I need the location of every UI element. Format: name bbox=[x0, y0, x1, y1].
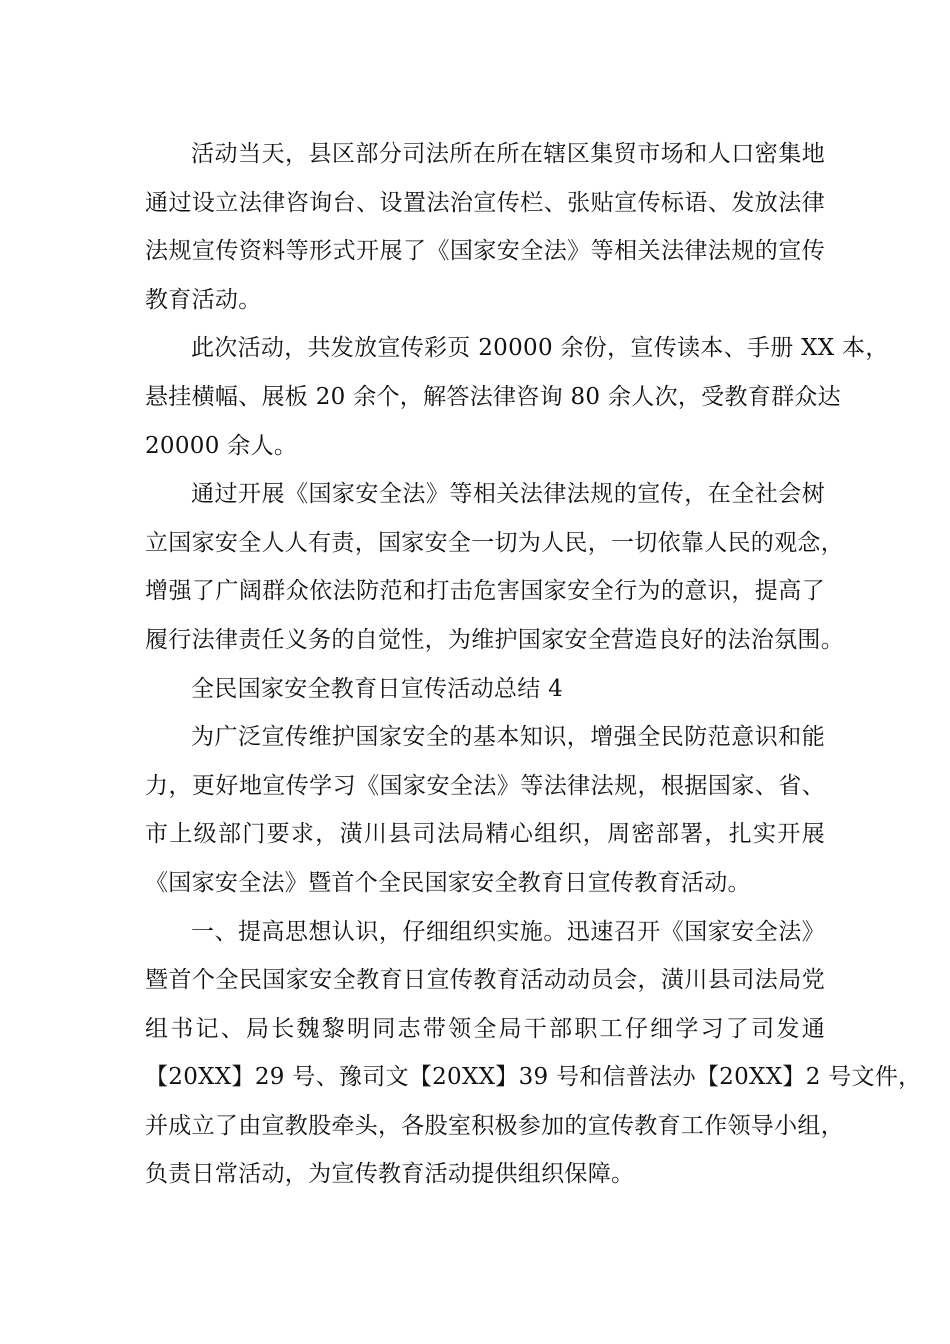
paragraph-point-one bbox=[145, 908, 922, 1200]
text-line: 增强了广阔群众依法防范和打击危害国家安全行为的意识，提高了 bbox=[145, 578, 825, 605]
text-line: 立国家安全人人有责，国家安全一切为人民，一切依靠人民的观念， bbox=[145, 529, 844, 556]
document-body bbox=[145, 130, 922, 1199]
section-heading-text: 全民国家安全教育日宣传活动总结 4 bbox=[191, 675, 564, 702]
text-line: 为广泛宣传维护国家安全的基本知识，增强全民防范意识和能 bbox=[191, 724, 825, 751]
text-line: 【20XX】29 号、豫司文【20XX】39 号和信普法办【20XX】2 号文件， bbox=[145, 1064, 922, 1091]
text-line: 暨首个全民国家安全教育日宣传教育活动动员会，潢川县司法局党 bbox=[145, 967, 825, 994]
text-line: 此次活动，共发放宣传彩页 20000 余份，宣传读本、手册 XX 本， bbox=[191, 335, 889, 362]
text-line: 市上级部门要求，潢川县司法局精心组织，周密部署，扎实开展 bbox=[145, 821, 825, 848]
text-line: 组书记、局长魏黎明同志带领全局干部职工仔细学习了司发通 bbox=[145, 1015, 825, 1042]
paragraph-activity-stats bbox=[145, 324, 889, 470]
text-line: 履行法律责任义务的自觉性，为维护国家安全营造良好的法治氛围。 bbox=[145, 626, 844, 653]
text-line: 教育活动。 bbox=[145, 286, 262, 313]
text-line: 20000 余人。 bbox=[145, 432, 298, 459]
text-line: 活动当天，县区部分司法所在所在辖区集贸市场和人口密集地 bbox=[191, 141, 825, 167]
text-line: 通过设立法律咨询台、设置法治宣传栏、张贴宣传标语、发放法律 bbox=[145, 189, 825, 216]
text-line: 悬挂横幅、展板 20 余个，解答法律咨询 80 余人次，受教育群众达 bbox=[145, 383, 841, 410]
paragraph-activity-day bbox=[145, 130, 825, 324]
text-line: 法规宣传资料等形式开展了《国家安全法》等相关法律法规的宣传 bbox=[145, 238, 825, 265]
text-line: 力，更好地宣传学习《国家安全法》等法律法规，根据国家、省、 bbox=[145, 772, 825, 799]
section-heading-summary-4 bbox=[145, 665, 825, 714]
text-line: 并成立了由宣教股牵头，各股室积极参加的宣传教育工作领导小组， bbox=[145, 1112, 844, 1139]
paragraph-activity-impact bbox=[145, 470, 844, 664]
text-line: 负责日常活动，为宣传教育活动提供组织保障。 bbox=[145, 1161, 635, 1188]
paragraph-summary-intro bbox=[145, 713, 825, 907]
text-line: 通过开展《国家安全法》等相关法律法规的宣传，在全社会树 bbox=[191, 481, 825, 508]
text-line: 一、提高思想认识，仔细组织实施。迅速召开《国家安全法》 bbox=[191, 918, 825, 945]
text-line: 《国家安全法》暨首个全民国家安全教育日宣传教育活动。 bbox=[145, 869, 751, 896]
